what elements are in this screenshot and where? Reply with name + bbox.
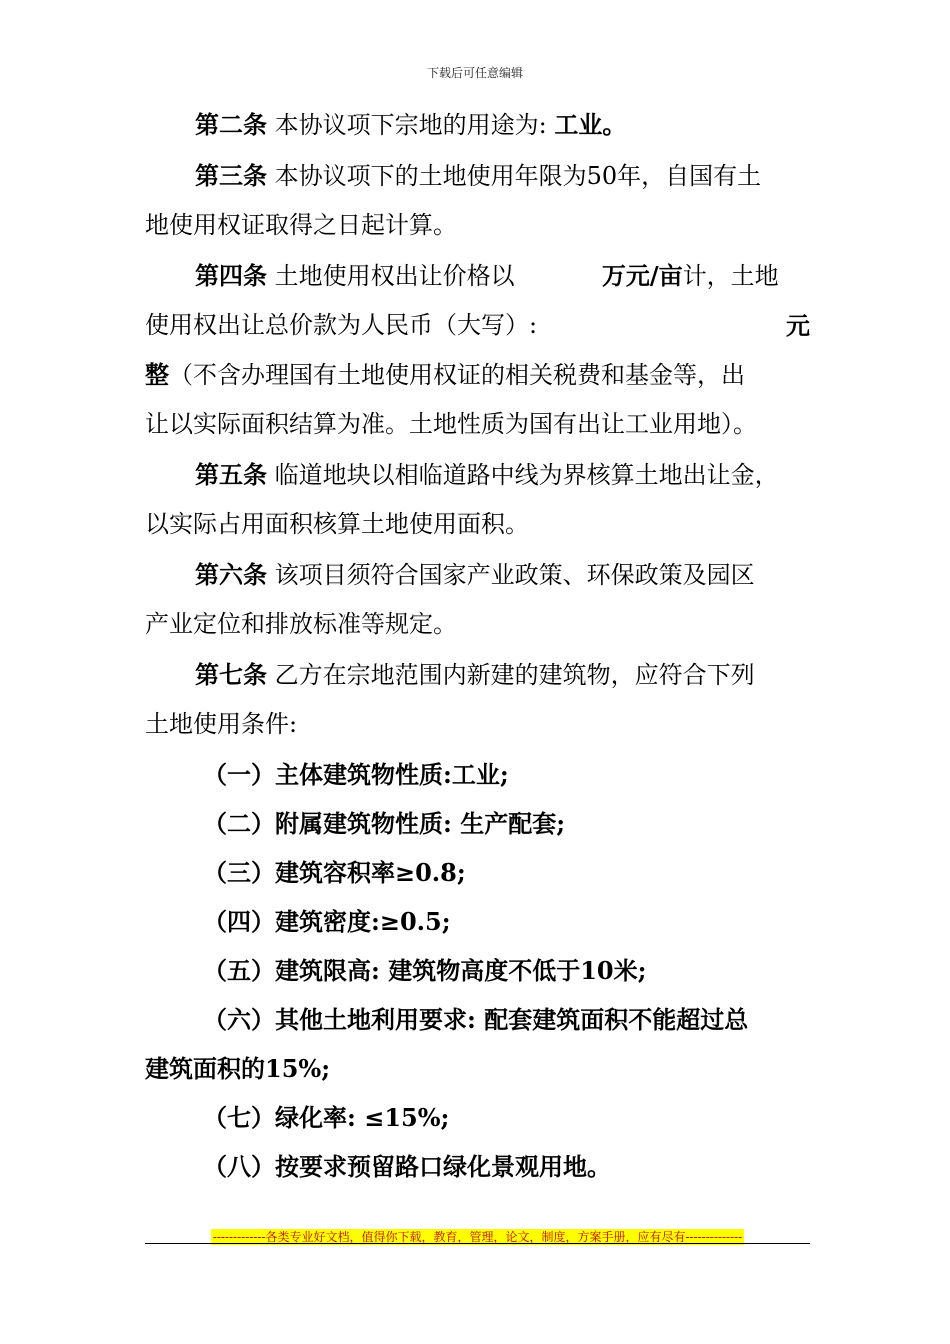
article-7-label: 第七条	[195, 660, 267, 689]
document-body	[145, 100, 810, 1191]
article-6-line2: 产业定位和排放标准等规定。	[145, 610, 457, 638]
article-5	[145, 450, 810, 549]
article-3-line2: 地使用权证取得之日起计算。	[145, 211, 457, 239]
article-3-line1: 本协议项下的土地使用年限为50年，自国有土	[274, 162, 762, 190]
footer-divider	[145, 1243, 810, 1244]
article-6-label: 第六条	[195, 560, 267, 589]
article-4-yuan: 元	[786, 311, 810, 340]
article-6-line1: 该项目须符合国家产业政策、环保政策及园区	[274, 561, 755, 589]
condition-item-3: （三）建筑容积率≥0.8;	[203, 858, 466, 887]
article-3-label: 第三条	[195, 161, 267, 190]
article-5-label: 第五条	[195, 460, 267, 489]
article-3	[145, 151, 810, 250]
article-2-text: 本协议项下宗地的用途为:	[274, 111, 547, 139]
article-4	[145, 251, 810, 449]
article-7-line1: 乙方在宗地范围内新建的建筑物，应符合下列	[274, 661, 755, 689]
article-2-value: 工业。	[554, 110, 627, 139]
article-4-line3: （不含办理国有土地使用权证的相关税费和基金等，出	[169, 361, 745, 389]
condition-item-5: （五）建筑限高: 建筑物高度不低于10米;	[203, 956, 647, 985]
article-6	[145, 550, 810, 649]
article-4-text1: 土地使用权出让价格以	[274, 262, 515, 290]
condition-item-4: （四）建筑密度:≥0.5;	[203, 907, 451, 936]
condition-item-2: （二）附属建筑物性质: 生产配套;	[203, 809, 566, 838]
article-4-label: 第四条	[195, 261, 267, 290]
footer-text: -------------各类专业好文档，值得你下载，教育，管理，论文，制度，方案手册，应有尽有--------------	[212, 1230, 743, 1244]
article-2-label: 第二条	[195, 110, 267, 139]
article-4-line4: 让以实际面积结算为准。土地性质为国有出让工业用地）。	[145, 410, 757, 438]
condition-item-1: （一）主体建筑物性质:工业;	[203, 760, 509, 789]
article-4-line2: 使用权出让总价款为人民币（大写）:	[145, 311, 538, 339]
article-7	[145, 650, 810, 749]
condition-item-7: （七）绿化率: ≤15%;	[203, 1103, 450, 1132]
condition-item-6-line1: （六）其他土地利用要求: 配套建筑面积不能超过总	[203, 1005, 749, 1034]
article-7-line2: 土地使用条件:	[145, 710, 298, 738]
condition-item-8: （八）按要求预留路口绿化景观用地。	[203, 1152, 611, 1181]
article-2	[145, 100, 810, 150]
article-4-text2: 计，土地	[682, 262, 779, 290]
article-5-line2: 以实际占用面积核算土地使用面积。	[145, 510, 529, 538]
condition-item-6	[145, 995, 810, 1093]
article-5-line1: 临道地块以相临道路中线为界核算土地出让金，	[274, 461, 779, 489]
article-4-zheng: 整	[145, 360, 169, 389]
article-4-unit: 万元/亩	[601, 261, 683, 290]
condition-item-6-line2: 建筑面积的15%;	[145, 1054, 331, 1083]
page-header: 下载后可任意编辑	[426, 66, 523, 80]
